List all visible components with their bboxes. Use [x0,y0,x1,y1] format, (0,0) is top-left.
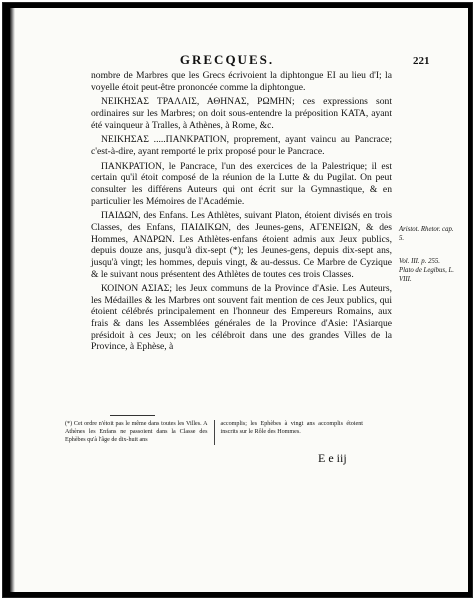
footnotes [59,420,369,445]
footnote-left: (*) Cet ordre n'étoit pas le même dans toutes les Villes. A Athènes les Enfans ne passoient dans la Classe des Ephèbes qu'à l'âge de dix-huit ans [59,420,215,445]
page-number: 221 [413,55,430,67]
footnote-rule [110,415,155,416]
margin-note: Vol. III. p. 255. Plato de Legibus, L. VIII. [399,258,454,283]
paragraph: ΝΕΙΚΗΣΑΣ ΤΡΑΛΛΙΣ, ΑΘΗΝΑΣ, ΡΩΜΗΝ; ces expressions sont ordinaires sur les Marbres; on doit sous-entendre la préposition ΚΑΤΑ, ayant été vainqueur à Tralles, à Athènes, à Rome, &c. [91,96,392,131]
signature-mark: E e iij [318,451,347,465]
paragraph: ΠΑΝΚΡΑΤΙΟΝ, le Pancrace, l'un des exercices de la Palestrique; il est certain qu'il étoit composé de la réunion de la Lutte & du Pugilat. On peut consulter les différens Auteurs qui ont écrit sur la Gymnastique, & en particulier les Mémoires de l'Académie. [91,160,392,207]
margin-notes [399,225,455,298]
paragraph: ΝΕΙΚΗΣΑΣ .....ΠΑΝΚΡΑΤΙΟΝ, proprement, ayant vaincu au Pancrace; c'est-à-dire, ayant remporté le prix proposé pour le Pancrace. [91,134,392,157]
paragraph: nombre de Marbres que les Grecs écrivoient la diphtongue ΕΙ au lieu d'Ι; la voyelle étoit peut-être prononcée comme la diphtongue. [91,70,392,93]
paragraph: ΚΟΙΝΟΝ ΑΣΙΑΣ; les Jeux communs de la Province d'Asie. Les Auteurs, les Médailles & les Marbres ont souvent fait mention de ces Jeux publics, qui étoient célébrés principalement en l'honneur des Empereurs Romains, aux frais & dans les Assemblées générales de la Province d'Asie: l'Asiarque présidoit à ces Jeux; on les célébroit dans une des grandes Villes de la Province, à Ephèse, à [91,283,392,353]
page-gutter-shadow [10,8,15,592]
margin-note: Aristot. Rhetor. cap. 5. [399,226,454,242]
body-text [91,70,392,356]
paragraph: ΠΑΙΔΩΝ, des Enfans. Les Athlètes, suivant Platon, étoient divisés en trois Classes, des Enfans, ΠΑΙΔΙΚΩΝ, des Jeunes-gens, ΑΓΕΝΕΙΩΝ, & des Hommes, ΑΝΔΡΩΝ. Les Athlètes-enfans étoient admis aux Jeux publics, depuis douze ans, jusqu'à dix-sept (*); les Jeunes-gens, depuis dix-sept ans, jusqu'à vingt; les hommes, depuis vingt, & au-dessus. Ce Marbre de Cyzique & le suivant nous présentent des Athlètes de toutes ces trois Classes. [91,210,392,280]
footnote-right: accomplis; les Ephèbes à vingt ans accomplis étoient inscrits sur le Rôle des Hommes. [220,421,363,436]
running-title: GRECQUES. [179,52,275,67]
